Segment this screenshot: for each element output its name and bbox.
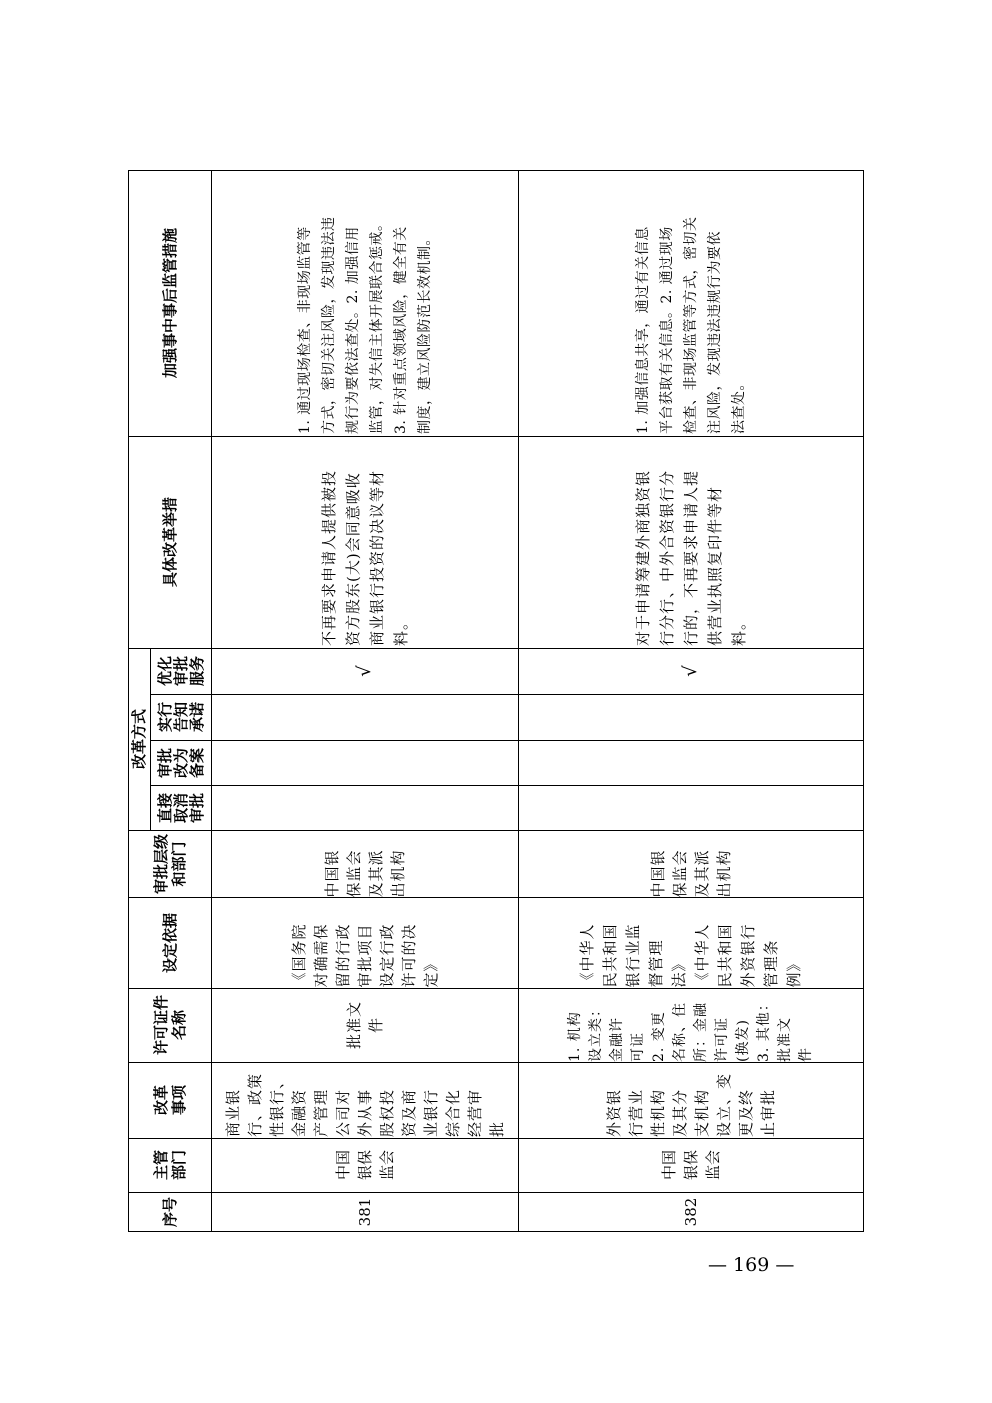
row-license: 1. 机构 设立类： 金融许 可证 2. 变更 名称、住 所：金融 许可证 (换发) 3. 其他： 批准文 件 [567,996,814,1062]
row-level: 中国银 保监会 及其派 出机构 [322,848,407,897]
header-mode-group-cell [128,648,150,830]
header-supervision-cell [128,170,211,436]
header-mode-optimize-cell [150,648,211,694]
row-measures: 对于申请筹建外商独资银 行分行、中外合资银行分 行的，不再要求申请人提 供营业执照复印件等材 料。 [634,469,748,646]
header-mode-cancel-cell [150,785,211,830]
header-dept-cell [128,1138,211,1192]
row-basis: 《国务院 对确需保 留的行政 审批项目 设定行政 许可的决 定》 [289,922,440,987]
row-382-supervision-cell [518,170,864,436]
header-item-cell [128,1062,211,1138]
row-seq: 381 [355,1197,374,1227]
row-381-level-cell [211,830,518,897]
header-mode-group: 改革方式 [130,709,148,770]
row-dept: 中国 银保 监会 [660,1150,722,1181]
row-381-optimize-cell [211,648,518,694]
page-number: — 169 — [708,1254,795,1276]
row-381-dept-cell [211,1138,518,1192]
header-level: 审批层级 和部门 [151,833,188,894]
row-382-dept-cell [518,1138,864,1192]
row-381-basis-cell [211,897,518,988]
row-measures: 不再要求申请人提供被投 资方股东(大)会同意吸收 商业银行投资的决议等材 料。 [319,469,410,646]
row-supervision: 1. 通过现场检查、非现场监管等 方式，密切关注风险，发现违法违 规行为要依法查处。2. 加强信用 监管，对失信主体开展联合惩戒。 3. 针对重点领域风险，健全有关 制度，建立风险防范长效机制。 [296,216,433,434]
header-mode-record: 审批 改为 备案 [155,747,206,778]
row-dept: 中国 银保 监会 [333,1150,396,1181]
header-dept: 主管 部门 [151,1150,188,1181]
row-382-measures-cell [518,436,864,648]
row-381-measures-cell [211,436,518,648]
row-382-basis-cell [518,897,864,988]
header-level-cell [128,830,211,897]
header-seq-cell [128,1192,211,1232]
header-mode-notify: 实行 告知 承诺 [155,702,206,733]
row-382-seq-cell [518,1192,864,1232]
header-measures: 具体改革举措 [160,497,179,588]
row-license: 批准文 件 [344,1001,385,1050]
header-supervision: 加强事中事后监管措施 [160,228,179,379]
header-license-cell [128,988,211,1062]
check-mark: √ [353,665,375,677]
header-mode-record-cell [150,740,211,785]
row-level: 中国银 保监会 及其派 出机构 [649,848,733,897]
row-381-supervision-cell [211,170,518,436]
row-382-optimize-cell [518,648,864,694]
row-381-seq-cell [211,1192,518,1232]
header-license: 许可证件 名称 [151,995,188,1056]
header-mode-notify-cell [150,694,211,740]
header-mode-cancel: 直接 取消 审批 [155,792,206,823]
header-basis-cell [128,897,211,988]
header-item: 改革 事项 [151,1085,188,1116]
header-basis: 设定依据 [160,912,179,973]
row-382-level-cell [518,830,864,897]
row-supervision: 1. 加强信息共享，通过有关信息 平台获取有关信息。2. 通过现场 检查、非现场监管等方式，密切关 注风险，发现违法违规行为要依 法查处。 [635,216,747,434]
row-382-item-cell [518,1062,864,1138]
row-seq: 382 [682,1197,700,1227]
row-item: 外资银 行营业 性机构 及其分 支机构 设立、变 更及终 止审批 [605,1072,777,1137]
row-381-item-cell [211,1062,518,1138]
row-382-license-cell [518,988,864,1062]
row-381-license-cell [211,988,518,1062]
row-basis: 《中华人 民共和国 银行业监 督管理 法》 《中华人 民共和国 外资银行 管理条 例》 [578,922,803,987]
header-seq: 序号 [160,1197,179,1228]
header-measures-cell [128,436,211,648]
check-mark: √ [680,665,701,677]
row-item: 商业银 行、政策 性银行、 金融资 产管理 公司对 外从事 股权投 资及商 业银行 综合化 经营审 批 [223,1072,506,1137]
header-mode-optimize: 优化 审批 服务 [155,656,206,687]
